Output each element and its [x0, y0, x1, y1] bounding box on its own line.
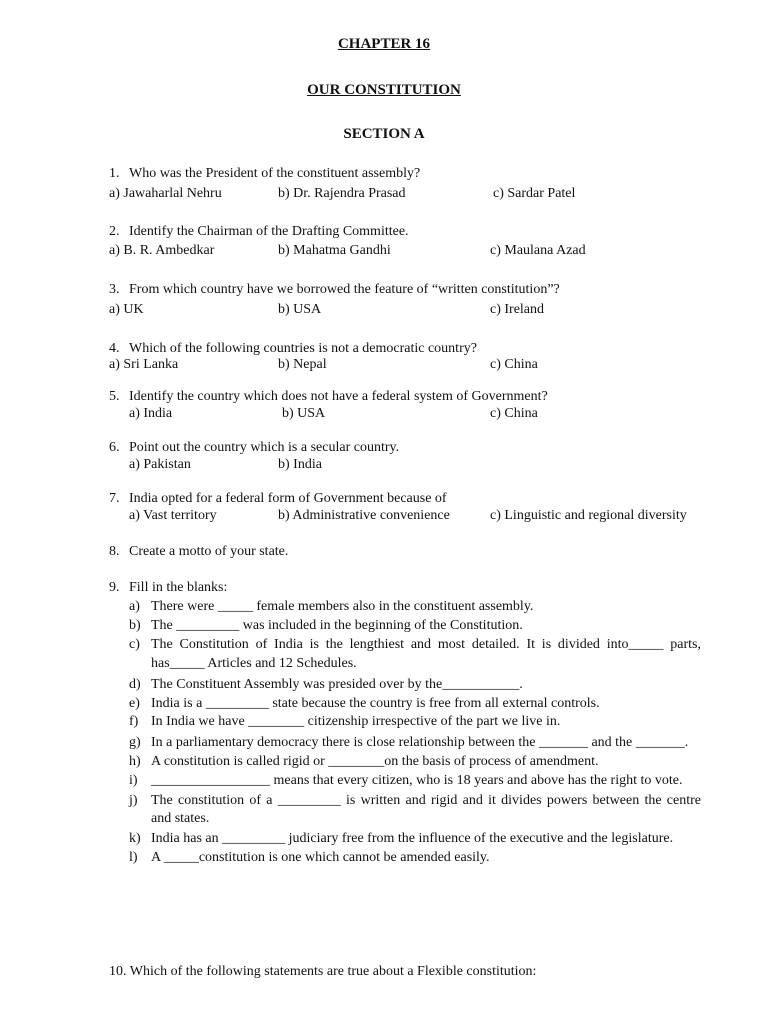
question-number: 7.: [109, 491, 120, 506]
question-text: 10. Which of the following statements are true about a Flexible constitution:: [109, 964, 537, 979]
blank-item-letter: i): [129, 773, 138, 788]
question-text: Which of the following countries is not a democratic country?: [129, 341, 477, 356]
question-text: From which country have we borrowed the feature of “written constitution”?: [129, 282, 560, 297]
option-b: b) Dr. Rajendra Prasad: [278, 186, 406, 201]
option-a: a) Sri Lanka: [109, 357, 179, 372]
section-heading: SECTION A: [343, 126, 425, 142]
blank-item-text: The _________ was included in the beginning of the Constitution.: [151, 618, 523, 633]
option-a: a) Vast territory: [129, 508, 217, 523]
option-c: c) China: [490, 357, 538, 372]
question-number: 4.: [109, 341, 120, 356]
blank-item-text: The Constitution of India is the lengthiest and most detailed. It is divided into_____ parts,: [151, 637, 701, 652]
blank-item-letter: k): [129, 831, 141, 846]
blank-item-letter: l): [129, 850, 138, 865]
option-c: c) Ireland: [490, 302, 545, 317]
blank-item-text: In India we have ________ citizenship irrespective of the part we live in.: [151, 714, 561, 729]
option-c: c) Sardar Patel: [493, 186, 576, 201]
blank-item-text: The constitution of a _________ is written and rigid and it divides powers between the centre: [151, 793, 701, 808]
blank-item-text: There were _____ female members also in the constituent assembly.: [151, 599, 534, 614]
blank-item-letter: h): [129, 754, 141, 769]
blank-item-letter: d): [129, 677, 141, 692]
option-b: b) Nepal: [278, 357, 327, 372]
question-number: 5.: [109, 389, 120, 404]
question-number: 8.: [109, 544, 120, 559]
question-text: Fill in the blanks:: [129, 580, 228, 595]
blank-item-text: India is a _________ state because the country is free from all external controls.: [151, 696, 600, 711]
option-a: a) India: [129, 406, 173, 421]
option-a: a) Pakistan: [129, 457, 191, 472]
chapter-heading: CHAPTER 16: [337, 36, 431, 52]
question-text: Identify the country which does not have a federal system of Government?: [129, 389, 548, 404]
question-text: Who was the President of the constituent assembly?: [129, 166, 421, 181]
chapter-title: OUR CONSTITUTION: [307, 82, 461, 98]
option-b: b) Mahatma Gandhi: [278, 243, 391, 258]
blank-item-letter: j): [129, 793, 138, 808]
blank-item-letter: e): [129, 696, 140, 711]
blank-item-letter: f): [129, 714, 139, 729]
blank-item-letter: a): [129, 599, 140, 614]
blank-item-text: A constitution is called rigid or ________on the basis of process of amendment.: [151, 754, 599, 769]
option-c: c) Linguistic and regional diversity: [490, 508, 687, 523]
option-b: b) Administrative convenience: [278, 508, 450, 523]
option-a: a) B. R. Ambedkar: [109, 243, 215, 258]
blank-item-letter: c): [129, 637, 140, 652]
blank-item-text: In a parliamentary democracy there is close relationship between the _______ and the _______.: [151, 735, 689, 750]
blank-item-text: A _____constitution is one which cannot be amended easily.: [151, 850, 490, 865]
blank-item-text: The Constituent Assembly was presided over by the___________.: [151, 677, 523, 692]
option-b: b) India: [278, 457, 322, 472]
question-text: Create a motto of your state.: [129, 544, 289, 559]
blank-item-continuation: has_____ Articles and 12 Schedules.: [151, 656, 357, 671]
question-number: 3.: [109, 282, 120, 297]
option-b: b) USA: [282, 406, 326, 421]
option-c: c) Maulana Azad: [490, 243, 586, 258]
blank-item-letter: g): [129, 735, 141, 750]
question-number: 9.: [109, 580, 120, 595]
blank-item-continuation: and states.: [151, 811, 210, 826]
question-number: 1.: [109, 166, 120, 181]
option-a: a) Jawaharlal Nehru: [109, 186, 222, 201]
question-number: 6.: [109, 440, 120, 455]
blank-item-text: _________________ means that every citizen, who is 18 years and above has the right to vote.: [151, 773, 683, 788]
option-a: a) UK: [109, 302, 144, 317]
blank-item-text: India has an _________ judiciary free from the influence of the executive and the legislature.: [151, 831, 674, 846]
question-number: 2.: [109, 224, 120, 239]
question-text: Identify the Chairman of the Drafting Committee.: [129, 224, 409, 239]
question-text: India opted for a federal form of Government because of: [129, 491, 447, 506]
option-b: b) USA: [278, 302, 322, 317]
option-c: c) China: [490, 406, 538, 421]
blank-item-letter: b): [129, 618, 141, 633]
question-text: Point out the country which is a secular country.: [129, 440, 400, 455]
